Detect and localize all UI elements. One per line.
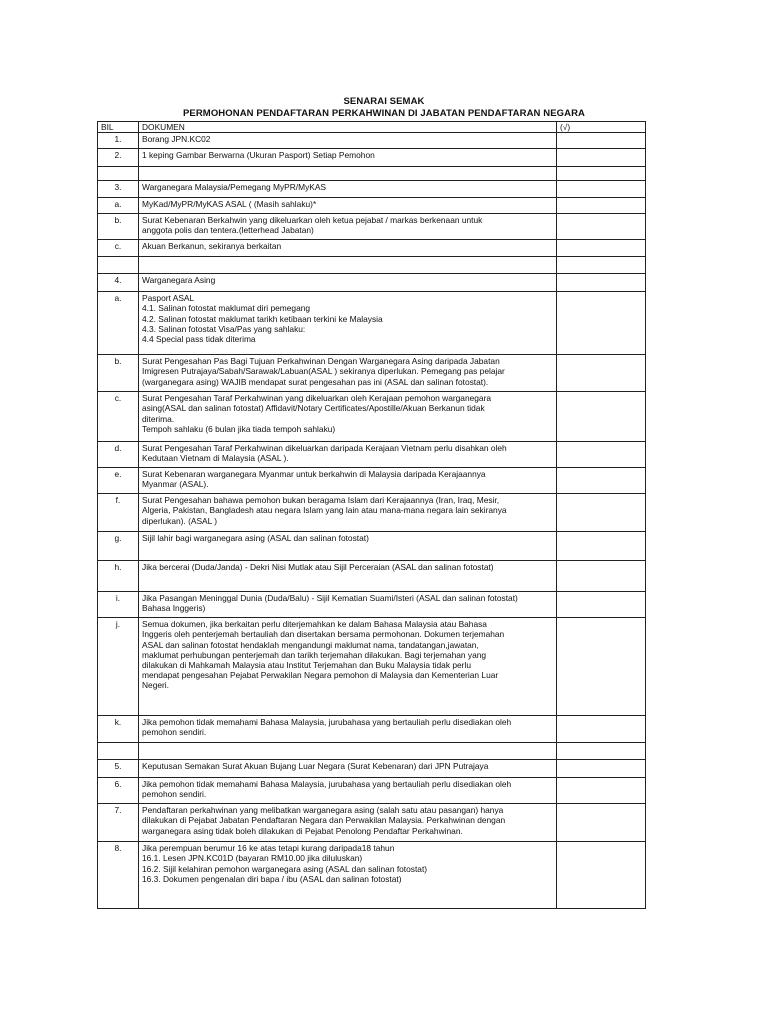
document-line: Jika bercerai (Duda/Janda) - Dekri Nisi Mutlak atau Sijil Perceraian (ASAL dan salinan fotostat) bbox=[142, 562, 494, 573]
document-line: Jika pemohon tidak memahami Bahasa Malaysia, jurubahasa yang bertauliah perlu disediakan oleh bbox=[142, 717, 512, 728]
document-line: Negeri. bbox=[142, 680, 169, 691]
document-line: Warganegara Malaysia/Pemegang MyPR/MyKAS bbox=[142, 182, 327, 193]
document-line: mendapat pengesahan Pejabat Perwakilan Negara pemohon di Malaysia dan Kementerian Luar bbox=[142, 670, 499, 681]
row-number: 1. bbox=[98, 133, 139, 149]
document-line: Semua dokumen, jika berkaitan perlu diterjemahkan ke dalam Bahasa Malaysia atau Bahasa bbox=[142, 619, 487, 630]
checkbox-cell[interactable] bbox=[557, 778, 646, 804]
table-row bbox=[98, 274, 646, 292]
checkbox-cell[interactable] bbox=[557, 442, 646, 468]
row-number: k. bbox=[98, 716, 139, 743]
row-number: a. bbox=[98, 292, 139, 355]
row-number: a. bbox=[98, 198, 139, 214]
checkbox-cell[interactable] bbox=[557, 181, 646, 198]
table-row bbox=[98, 778, 646, 804]
document-line: Kedutaan Vietnam di Malaysia (ASAL ). bbox=[142, 453, 289, 464]
table-row bbox=[98, 494, 646, 532]
checkbox-cell[interactable] bbox=[557, 716, 646, 743]
row-number: 3. bbox=[98, 181, 139, 198]
checkbox-cell[interactable] bbox=[557, 240, 646, 257]
document-line: Surat Pengesahan Taraf Perkahwinan dikeluarkan daripada Kerajaan Vietnam perlu disahkan oleh bbox=[142, 443, 507, 454]
document-cell bbox=[139, 804, 557, 842]
table-row bbox=[98, 133, 646, 149]
checkbox-cell[interactable] bbox=[557, 292, 646, 355]
checkbox-cell[interactable] bbox=[557, 618, 646, 716]
document-line: 4.4 Special pass tidak diterima bbox=[142, 334, 256, 345]
document-line: Jika perempuan berumur 16 ke atas tetapi kurang daripada18 tahun bbox=[142, 843, 395, 854]
document-line: pemohon sendiri. bbox=[142, 727, 207, 738]
document-cell bbox=[139, 257, 557, 274]
document-line: Sijil lahir bagi warganegara asing (ASAL dan salinan fotostat) bbox=[142, 533, 369, 544]
document-line: Jika Pasangan Meninggal Dunia (Duda/Balu) - Sijil Kematian Suami/Isteri (ASAL dan salinan fotostat) bbox=[142, 593, 518, 604]
row-number: h. bbox=[98, 561, 139, 592]
row-number: c. bbox=[98, 392, 139, 442]
row-number: 4. bbox=[98, 274, 139, 292]
checkbox-cell[interactable] bbox=[557, 214, 646, 240]
checkbox-cell[interactable] bbox=[557, 274, 646, 292]
checkbox-cell[interactable] bbox=[557, 743, 646, 760]
document-line: Bahasa Inggeris) bbox=[142, 603, 206, 614]
document-cell bbox=[139, 392, 557, 442]
document-cell bbox=[139, 468, 557, 494]
document-line: 4.2. Salinan fotostat maklumat tarikh ketibaan terkini ke Malaysia bbox=[142, 313, 383, 324]
document-line: 16.3. Dokumen pengenalan diri bapa / ibu (ASAL dan salinan fotostat) bbox=[142, 873, 402, 884]
checkbox-cell[interactable] bbox=[557, 149, 646, 167]
document-cell bbox=[139, 198, 557, 214]
table-row bbox=[98, 257, 646, 274]
table-row bbox=[98, 561, 646, 592]
document-cell bbox=[139, 442, 557, 468]
document-cell bbox=[139, 494, 557, 532]
document-line: Tempoh sahlaku (6 bulan jika tiada tempoh sahlaku) bbox=[142, 423, 336, 434]
document-cell bbox=[139, 214, 557, 240]
checkbox-cell[interactable] bbox=[557, 494, 646, 532]
table-row bbox=[98, 743, 646, 760]
document-line: Surat Pengesahan bahawa pemohon bukan beragama Islam dari Kerajaannya (Iran, Iraq, Mesir, bbox=[142, 495, 500, 506]
table-row bbox=[98, 167, 646, 181]
document-line: Surat Kebenaran warganegara Myanmar untuk berkahwin di Malaysia daripada Kerajaannya bbox=[142, 469, 486, 480]
row-number: 7. bbox=[98, 804, 139, 842]
table-row bbox=[98, 618, 646, 716]
checkbox-cell[interactable] bbox=[557, 355, 646, 392]
table-row bbox=[98, 355, 646, 392]
document-line: Warganegara Asing bbox=[142, 275, 216, 286]
row-number: 8. bbox=[98, 842, 139, 909]
checkbox-cell[interactable] bbox=[557, 167, 646, 181]
document-line: Pendaftaran perkahwinan yang melibatkan warganegara asing (salah satu atau pasangan) hanya bbox=[142, 805, 504, 816]
row-number: 5. bbox=[98, 760, 139, 778]
document-cell bbox=[139, 240, 557, 257]
table-row bbox=[98, 392, 646, 442]
document-line: 4.1. Salinan fotostat maklumat diri pemegang bbox=[142, 303, 311, 314]
document-cell bbox=[139, 355, 557, 392]
column-header-bil: BIL bbox=[98, 122, 139, 133]
document-line: 1 keping Gambar Berwarna (Ukuran Pasport) Setiap Pemohon bbox=[142, 150, 375, 161]
page-title: SENARAI SEMAK bbox=[343, 96, 425, 107]
document-cell bbox=[139, 292, 557, 355]
document-line: Inggeris oleh penterjemah bertauliah dan disertakan bersama permohonan. Dokumen terjemahan bbox=[142, 629, 505, 640]
row-number: 6. bbox=[98, 778, 139, 804]
checkbox-cell[interactable] bbox=[557, 133, 646, 149]
document-line: MyKad/MyPR/MyKAS ASAL ( (Masih sahlaku)* bbox=[142, 199, 317, 210]
checkbox-cell[interactable] bbox=[557, 592, 646, 618]
document-line: 16.2. Sijil kelahiran pemohon warganegara asing (ASAL dan salinan fotostat) bbox=[142, 863, 428, 874]
row-number: b. bbox=[98, 355, 139, 392]
document-line: Algeria, Pakistan, Bangladesh atau negara Islam yang lain atau mana-mana negara lain sekiranya bbox=[142, 505, 507, 516]
checkbox-cell[interactable] bbox=[557, 532, 646, 561]
document-line: Pasport ASAL bbox=[142, 293, 195, 304]
document-line: Surat Pengesahan Pas Bagi Tujuan Perkahwinan Dengan Warganegara Asing daripada Jabatan bbox=[142, 356, 500, 367]
checkbox-cell[interactable] bbox=[557, 198, 646, 214]
document-line: anggota polis dan tentera.(letterhead Jabatan) bbox=[142, 225, 314, 236]
column-header-dokumen: DOKUMEN bbox=[139, 122, 557, 133]
document-cell bbox=[139, 842, 557, 909]
row-number: e. bbox=[98, 468, 139, 494]
document-line: ASAL dan salinan fotostat hendaklah mengandungi maklumat nama, tandatangan,jawatan, bbox=[142, 639, 479, 650]
row-number: g. bbox=[98, 532, 139, 561]
row-number: f. bbox=[98, 494, 139, 532]
table-row bbox=[98, 181, 646, 198]
table-row bbox=[98, 468, 646, 494]
table-row bbox=[98, 842, 646, 909]
document-cell bbox=[139, 167, 557, 181]
checklist-table bbox=[97, 121, 646, 909]
checkbox-cell[interactable] bbox=[557, 468, 646, 494]
table-row bbox=[98, 240, 646, 257]
document-line: Keputusan Semakan Surat Akuan Bujang Luar Negara (Surat Kebenaran) dari JPN Putrajaya bbox=[142, 761, 489, 772]
table-row bbox=[98, 198, 646, 214]
document-cell bbox=[139, 716, 557, 743]
document-line: 16.1. Lesen JPN.KC01D (bayaran RM10.00 jika diluluskan) bbox=[142, 853, 363, 864]
document-cell bbox=[139, 274, 557, 292]
table-row bbox=[98, 532, 646, 561]
document-cell bbox=[139, 778, 557, 804]
table-row bbox=[98, 760, 646, 778]
document-cell bbox=[139, 532, 557, 561]
table-row bbox=[98, 292, 646, 355]
table-row bbox=[98, 214, 646, 240]
document-line: Myanmar (ASAL). bbox=[142, 479, 209, 490]
row-number bbox=[98, 743, 139, 760]
row-number: d. bbox=[98, 442, 139, 468]
checkbox-cell[interactable] bbox=[557, 561, 646, 592]
document-cell bbox=[139, 561, 557, 592]
document-cell bbox=[139, 181, 557, 198]
table-row bbox=[98, 592, 646, 618]
table-row bbox=[98, 716, 646, 743]
page-subtitle: PERMOHONAN PENDAFTARAN PERKAHWINAN DI JABATAN PENDAFTARAN NEGARA bbox=[182, 108, 586, 119]
document-line: Borang JPN.KC02 bbox=[142, 134, 211, 145]
row-number: c. bbox=[98, 240, 139, 257]
document-line: Imigresen Putrajaya/Sabah/Sarawak/Labuan(ASAL ) sekiranya diperlukan. Pemegang pas pelajar bbox=[142, 366, 505, 377]
row-number: j. bbox=[98, 618, 139, 716]
document-cell bbox=[139, 592, 557, 618]
document-line: 4.3. Salinan fotostat Visa/Pas yang sahlaku: bbox=[142, 323, 306, 334]
table-row bbox=[98, 442, 646, 468]
document-line: Akuan Berkanun, sekiranya berkaitan bbox=[142, 241, 282, 252]
row-number bbox=[98, 167, 139, 181]
document-line: diperlukan). (ASAL ) bbox=[142, 515, 218, 526]
document-line: (warganegara asing) WAJIB mendapat surat pengesahan pas ini (ASAL dan salinan fotostat). bbox=[142, 376, 489, 387]
table-header-row bbox=[98, 122, 646, 133]
document-cell bbox=[139, 618, 557, 716]
document-line: Jika pemohon tidak memahami Bahasa Malaysia, jurubahasa yang bertauliah perlu disediakan oleh bbox=[142, 779, 512, 790]
column-header-check: (√) bbox=[557, 122, 646, 133]
checkbox-cell[interactable] bbox=[557, 760, 646, 778]
document-line: diterima. bbox=[142, 413, 175, 424]
document-cell bbox=[139, 743, 557, 760]
row-number: b. bbox=[98, 214, 139, 240]
row-number bbox=[98, 257, 139, 274]
row-number: 2. bbox=[98, 149, 139, 167]
checkbox-cell[interactable] bbox=[557, 804, 646, 842]
row-number: i. bbox=[98, 592, 139, 618]
document-line: maklumat perhubungan penterjemah dan tarikh terjemahan dilakukan. Bagi terjemahan yang bbox=[142, 649, 487, 660]
document-cell bbox=[139, 760, 557, 778]
checkbox-cell[interactable] bbox=[557, 392, 646, 442]
document-line: pemohon sendiri. bbox=[142, 789, 207, 800]
table-row bbox=[98, 149, 646, 167]
table-row bbox=[98, 804, 646, 842]
document-cell bbox=[139, 149, 557, 167]
document-line: dilakukan di Pejabat Jabatan Pendaftaran Negara dan Perwakilan Malaysia. Perkahwinan dengan bbox=[142, 815, 506, 826]
document-line: Surat Pengesahan Taraf Perkahwinan yang dikeluarkan oleh Kerajaan pemohon warganegara bbox=[142, 393, 492, 404]
document-line: warganegara asing tidak boleh dilakukan di Pejabat Penolong Pendaftar Perkahwinan. bbox=[142, 825, 463, 836]
checkbox-cell[interactable] bbox=[557, 257, 646, 274]
document-line: Surat Kebenaran Berkahwin yang dikeluarkan oleh ketua pejabat / markas berkenaan untuk bbox=[142, 215, 483, 226]
document-line: asing(ASAL dan salinan fotostat) Affidavit/Notary Certificates/Apostille/Akuan Berkanun tidak bbox=[142, 403, 485, 414]
checkbox-cell[interactable] bbox=[557, 842, 646, 909]
document-line: dilakukan di Mahkamah Malaysia atau Institut Terjemahan dan Buku Malaysia tidak perlu bbox=[142, 660, 471, 671]
document-cell bbox=[139, 133, 557, 149]
